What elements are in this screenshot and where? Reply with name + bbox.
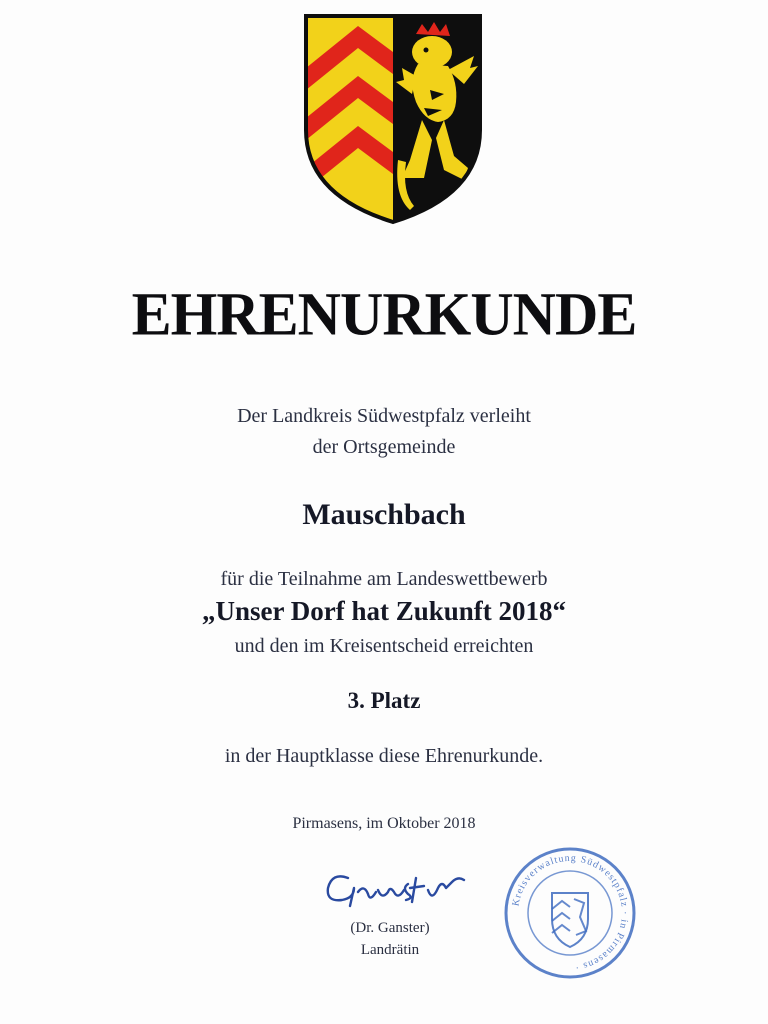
municipality-name: Mauschbach <box>302 498 466 531</box>
intro-line-recipient: der Ortsgemeinde <box>312 436 456 458</box>
official-stamp-icon <box>500 843 640 983</box>
intro-line: Der Landkreis Südwestpfalz verleiht <box>237 405 531 427</box>
participation-line: für die Teilnahme am Landeswettbewerb <box>220 568 548 590</box>
place-date: Pirmasens, im Oktober 2018 <box>292 815 476 832</box>
signature-icon <box>320 858 470 918</box>
coat-of-arms-icon <box>298 10 488 228</box>
rank-label: 3. Platz <box>347 688 421 713</box>
svg-text:Kreisverwaltung Südwestpfalz ·: Kreisverwaltung Südwestpfalz · in Pirmasens · <box>510 852 631 973</box>
certificate-title: EHRENURKUNDE <box>131 280 637 348</box>
signer-title: Landrätin <box>360 942 420 958</box>
result-line: und den im Kreisentscheid erreichten <box>234 635 534 657</box>
competition-name: „Unser Dorf hat Zukunft 2018“ <box>201 596 567 626</box>
signer-name: (Dr. Ganster) <box>350 920 430 936</box>
class-line: in der Hauptklasse diese Ehrenurkunde. <box>224 745 544 767</box>
